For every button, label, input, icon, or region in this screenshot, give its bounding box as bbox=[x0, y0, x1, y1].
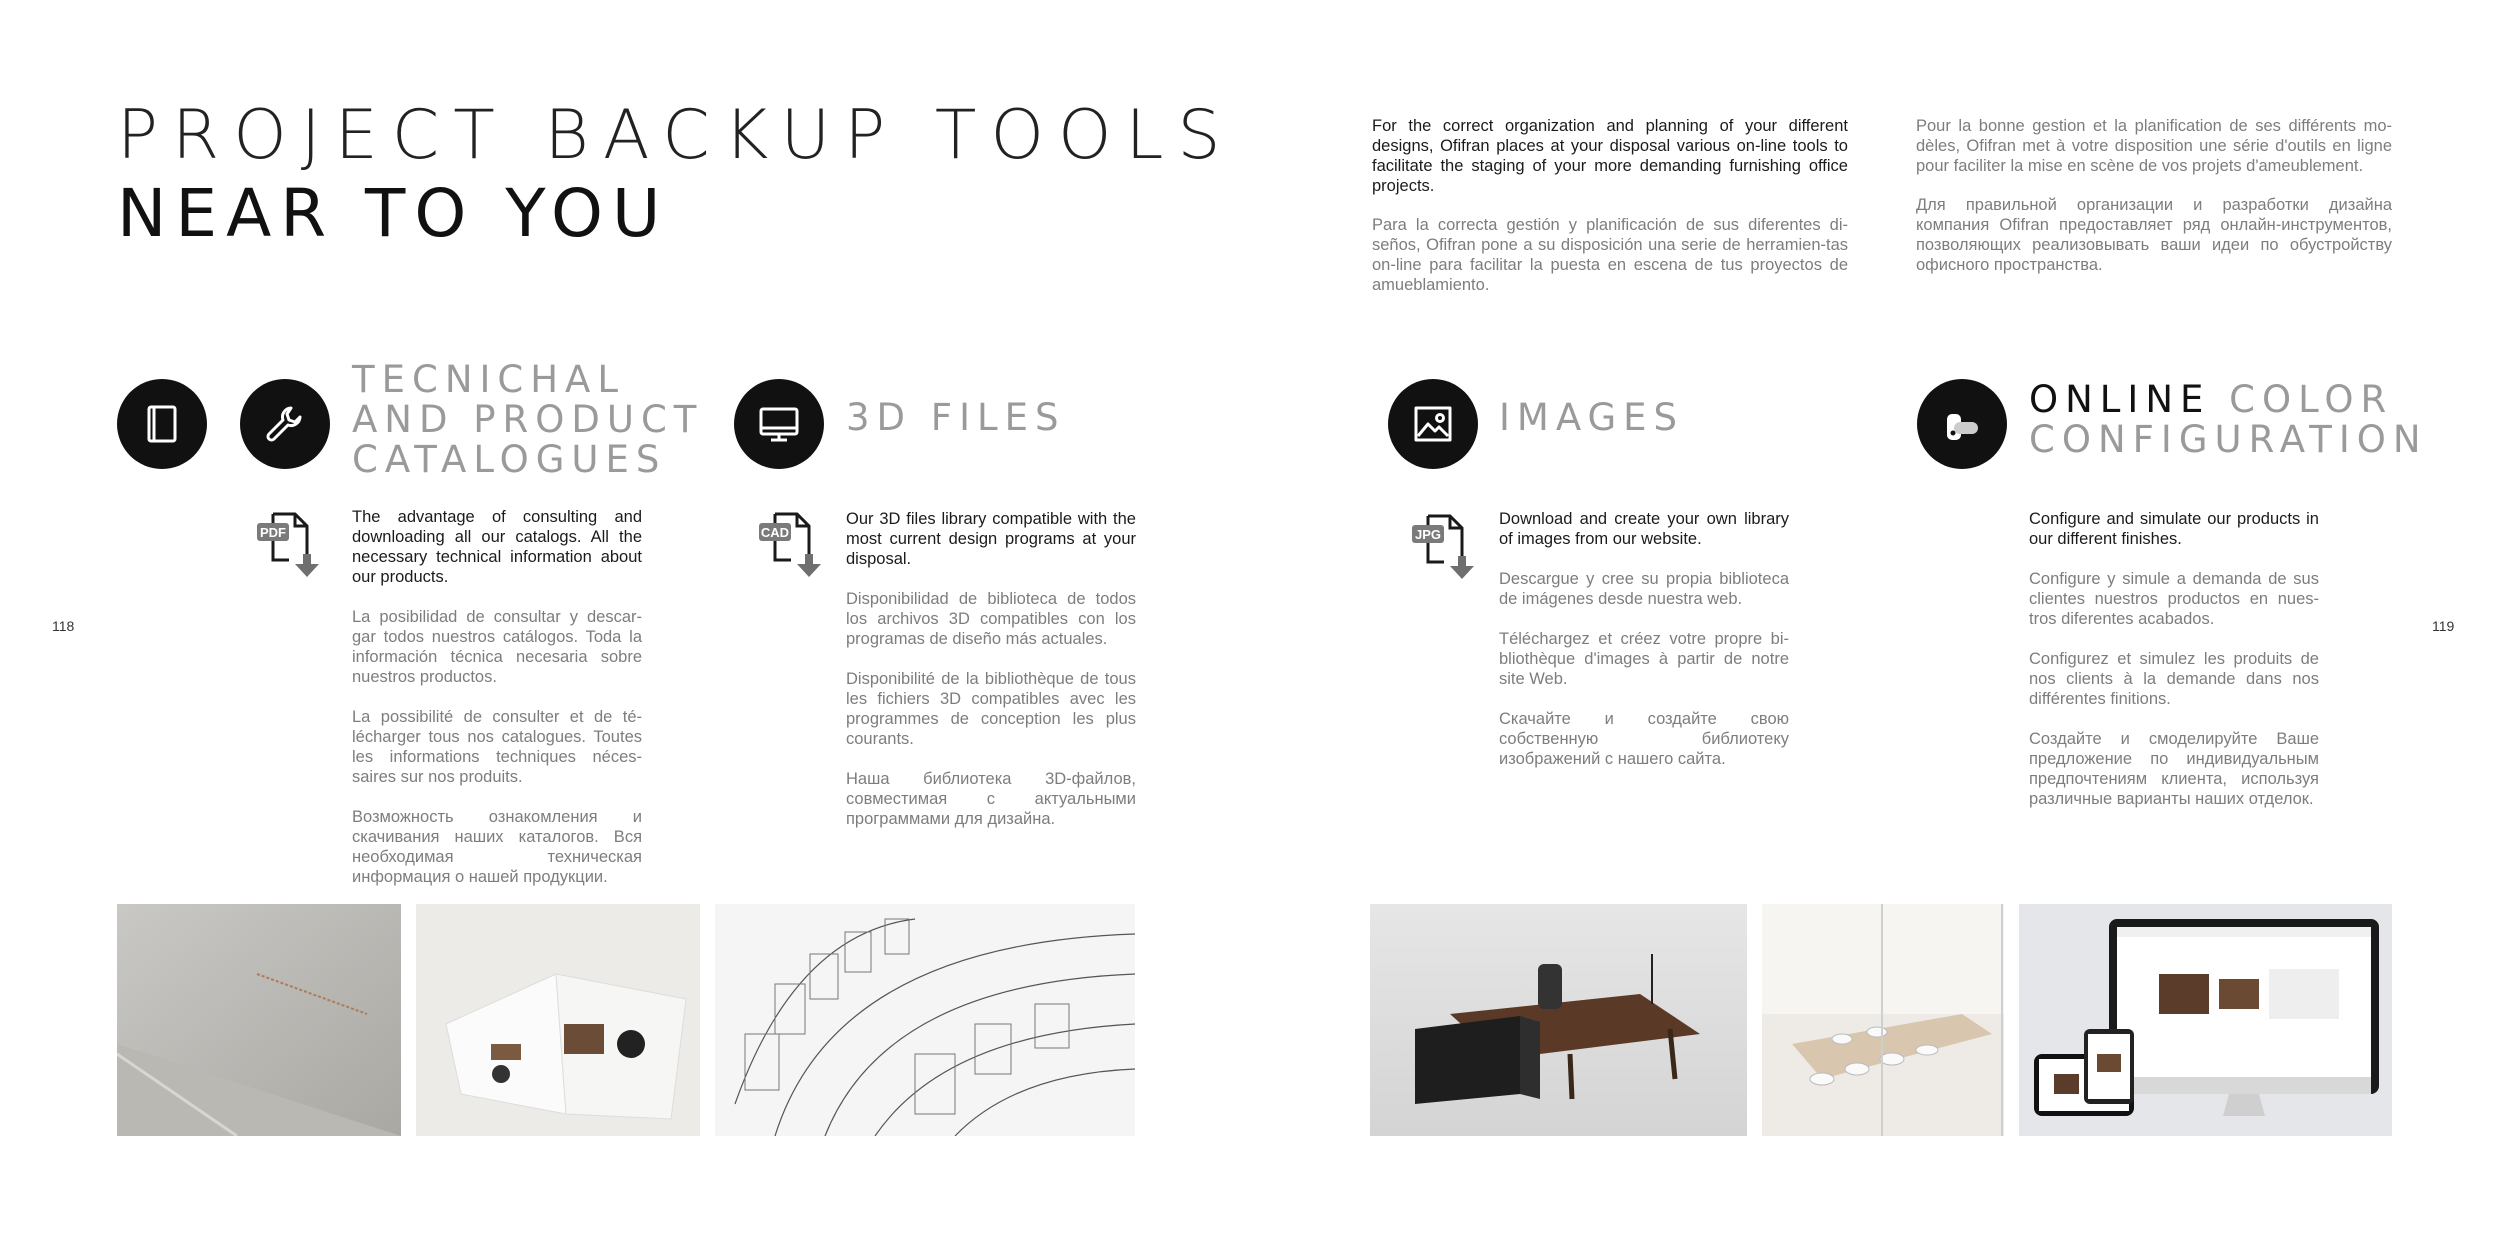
online-configurator-devices-photo bbox=[2019, 904, 2392, 1136]
images-en: Download and create your own library of images from our website. bbox=[1499, 510, 1789, 548]
color-text bbox=[2029, 509, 2319, 829]
color-title bbox=[2029, 380, 2428, 460]
jpg-download-icon bbox=[1408, 512, 1480, 582]
catalogues-fr: La possibilité de consulter et de té-lécharger tous nos catalogues. Toutes les informations techniques néces-saires sur nos produits. bbox=[352, 708, 642, 786]
pdf-download-icon bbox=[253, 510, 325, 580]
meeting-room-photo bbox=[1762, 904, 2004, 1136]
files3d-es: Disponibilidad de biblioteca de todos los archivos 3D compatibles con los programas de diseño más actuales. bbox=[846, 590, 1136, 648]
intro-fr: Pour la bonne gestion et la planification de ses différents mo-dèles, Ofifran met à votre disposition une série d'outils en ligne pour faciliter la mise en scène de vos projets d'ameublement. bbox=[1916, 117, 2392, 175]
files3d-ru: Наша библиотека 3D-файлов, совместимая с актуальными программами для дизайна. bbox=[846, 770, 1136, 828]
catalogues-text bbox=[352, 507, 642, 907]
monitor-icon bbox=[734, 379, 824, 469]
color-title-line-2: CONFIGURATION bbox=[2029, 418, 2428, 461]
color-title-rest: COLOR bbox=[2229, 378, 2394, 421]
images-text bbox=[1499, 509, 1789, 789]
page-number-right: 119 bbox=[2432, 618, 2455, 634]
color-fr: Configurez et simulez les produits de nos clients à la demande dans nos différentes finitions. bbox=[2029, 650, 2319, 708]
title-line-2: NEAR TO YOU bbox=[117, 175, 670, 252]
color-swatch-icon bbox=[1917, 379, 2007, 469]
page-number-left: 118 bbox=[52, 618, 75, 634]
intro-ru: Для правильной организации и разработки дизайна компания Ofifran предоставляет ряд онлайн-инструментов, позволяющих реализовывать ваши идеи по обустройству офисного пространства. bbox=[1916, 196, 2392, 274]
svg-text:CAD: CAD bbox=[760, 525, 790, 540]
book-icon bbox=[117, 379, 207, 469]
catalogues-title-line-3: CATALOGUES bbox=[352, 438, 667, 481]
svg-text:PDF: PDF bbox=[260, 525, 286, 540]
files3d-text bbox=[846, 509, 1136, 849]
files3d-en: Our 3D files library compatible with the most current design programs at your disposal. bbox=[846, 510, 1136, 568]
cad-download-icon bbox=[755, 510, 827, 580]
color-es: Configure y simule a demanda de sus clientes nuestros productos en nues-tros diferentes acabados. bbox=[2029, 570, 2319, 628]
files3d-fr: Disponibilité de la bibliothèque de tous les fichiers 3D compatibles avec les programmes de conception les plus courants. bbox=[846, 670, 1136, 748]
catalogues-title-line-1: TECNICHAL bbox=[352, 358, 625, 401]
svg-text:JPG: JPG bbox=[1414, 527, 1442, 542]
images-es: Descargue y cree su propia biblioteca de imágenes desde nuestra web. bbox=[1499, 570, 1789, 608]
catalogues-ru: Возможность ознакомления и скачивания наших каталогов. Вся необходимая техническая информация о нашей продукции. bbox=[352, 808, 642, 886]
catalogues-en: The advantage of consulting and downloading all our catalogs. All the necessary technical information about our products. bbox=[352, 508, 642, 586]
title-line-1: PROJECT BACKUP TOOLS bbox=[117, 96, 1235, 175]
intro-es: Para la correcta gestión y planificación de sus diferentes di-seños, Ofifran pone a su disposición una serie de herramien-tas on-line para facilitar la puesta en escena de tus proyectos de amueblamiento. bbox=[1372, 216, 1848, 294]
catalogues-title bbox=[352, 360, 703, 480]
images-fr: Téléchargez et créez votre propre bi-bliothèque d'images à partir de notre site Web. bbox=[1499, 630, 1789, 688]
open-catalogue-photo bbox=[416, 904, 700, 1136]
wrench-icon bbox=[240, 379, 330, 469]
catalogue-cover-photo bbox=[117, 904, 401, 1136]
color-title-strong: ONLINE bbox=[2029, 378, 2211, 421]
3d-wireframe-render bbox=[715, 904, 1135, 1136]
intro-en: For the correct organization and planning of your different designs, Ofifran places at your disposal various on-line tools to facilitate the staging of your more demanding furnishing office projects. bbox=[1372, 117, 1848, 195]
executive-desk-photo bbox=[1370, 904, 1747, 1136]
intro-right bbox=[1916, 116, 2392, 294]
catalogues-es: La posibilidad de consultar y descar-gar todos nuestros catálogos. Toda la información técnica necesaria sobre nuestros productos. bbox=[352, 608, 642, 686]
color-ru: Создайте и смоделируйте Ваше предложение по индивидуальным предпочтениям клиента, используя различные варианты наших отделок. bbox=[2029, 730, 2319, 808]
color-en: Configure and simulate our products in our different finishes. bbox=[2029, 510, 2319, 548]
files3d-title: 3D FILES bbox=[846, 396, 1066, 439]
image-icon bbox=[1388, 379, 1478, 469]
images-title: IMAGES bbox=[1499, 396, 1685, 439]
intro-left bbox=[1372, 116, 1848, 314]
catalogues-title-line-2: AND PRODUCT bbox=[352, 398, 704, 441]
images-ru: Скачайте и создайте свою собственную библиотеку изображений с нашего сайта. bbox=[1499, 710, 1789, 768]
